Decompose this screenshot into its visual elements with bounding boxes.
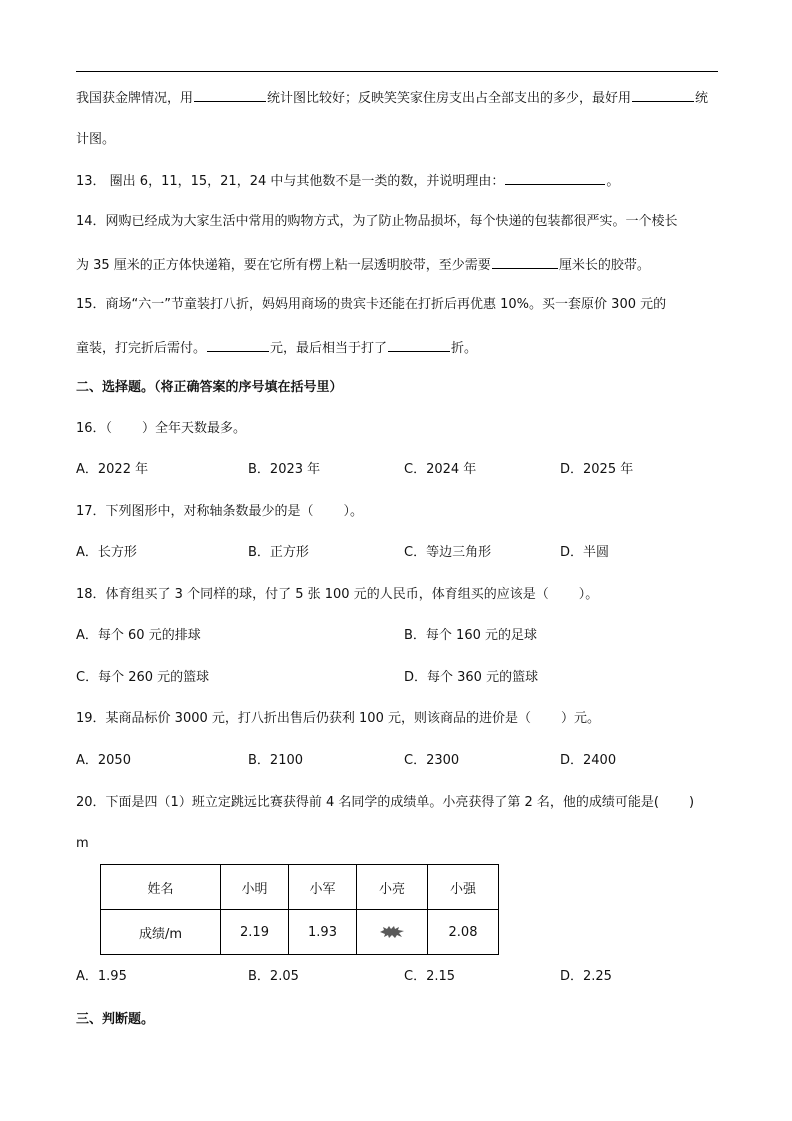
answer-blank[interactable] [505,171,605,185]
question-19: 19．某商品标价 3000 元，打八折出售后仍获利 100 元，则该商品的进价是（ ）元。 [76,711,600,726]
option-b[interactable]: B．2100 [248,753,304,768]
option-a[interactable]: A．2050 [76,753,131,768]
question-14-line1: 14．网购已经成为大家生活中常用的购物方式，为了防止物品损坏，每个快递的包装都很严实。一个棱长 [76,214,678,229]
section-3-title: 三、判断题。 [76,1012,155,1027]
answer-blank[interactable] [194,88,266,102]
option-a[interactable]: A．2022 年 [76,462,149,477]
option-d[interactable]: D．2.25 [560,969,612,984]
question-14-line2: 为 35 厘米的正方体快递箱，要在它所有楞上粘一层透明胶带，至少需要 厘米长的胶带。 [76,255,650,275]
table-cell: 1.93 [289,910,357,955]
answer-blank[interactable] [207,338,269,352]
table-cell: 2.19 [221,910,289,955]
question-18: 18．体育组买了 3 个同样的球，付了 5 张 100 元的人民币，体育组买的应该是（ ）。 [76,587,599,602]
table-cell: 小强 [428,865,499,910]
answer-blank[interactable] [492,255,558,269]
option-b[interactable]: B．2023 年 [248,462,321,477]
option-c[interactable]: C．等边三角形 [404,545,492,560]
option-c[interactable]: C．2300 [404,753,460,768]
option-c[interactable]: C．2024 年 [404,462,477,477]
table-cell-obscured [357,910,428,955]
question-15-line1: 15．商场“六一”节童装打八折，妈妈用商场的贵宾卡还能在打折后再优惠 10%。买一套原价 300 元的 [76,297,667,312]
option-c[interactable]: C．每个 260 元的篮球 [76,670,210,685]
option-a[interactable]: A．长方形 [76,545,137,560]
question-20-unit: m [76,836,89,851]
option-d[interactable]: D．2400 [560,753,617,768]
option-c[interactable]: C．2.15 [404,969,456,984]
header-rule [76,71,718,72]
option-a[interactable]: A．每个 60 元的排球 [76,628,201,643]
score-table [100,864,499,955]
option-d[interactable]: D．每个 360 元的篮球 [404,670,539,685]
section-2-title: 二、选择题。（将正确答案的序号填在括号里） [76,380,343,395]
question-13: 13． 圈出 6，11，15，21，24 中与其他数不是一类的数，并说明理由： 。 [76,171,619,191]
table-cell: 小亮 [357,865,428,910]
option-a[interactable]: A．1.95 [76,969,127,984]
option-d[interactable]: D．2025 年 [560,462,634,477]
table-cell: 小军 [289,865,357,910]
table-row [101,910,499,955]
question-17: 17．下列图形中，对称轴条数最少的是（ ）。 [76,504,364,519]
q12-line2: 计图。 [76,132,116,147]
table-cell: 小明 [221,865,289,910]
table-cell: 成绩/m [101,910,221,955]
answer-blank[interactable] [632,88,694,102]
question-20: 20．下面是四（1）班立定跳远比赛获得前 4 名同学的成绩单。小亮获得了第 2 名，他的成绩可能是( ) [76,795,695,810]
table-header-row [101,865,499,910]
option-b[interactable]: B．2.05 [248,969,299,984]
question-15-line2: 童装，打完折后需付。 元，最后相当于打了 折。 [76,338,477,358]
table-cell: 2.08 [428,910,499,955]
ink-blot-icon [379,925,405,939]
table-cell: 姓名 [101,865,221,910]
option-b[interactable]: B．每个 160 元的足球 [404,628,537,643]
answer-blank[interactable] [388,338,450,352]
question-16: 16．（ ）全年天数最多。 [76,421,247,436]
option-b[interactable]: B．正方形 [248,545,309,560]
option-d[interactable]: D．半圆 [560,545,610,560]
q12-line1: 我国获金牌情况，用 统计图比较好；反映笑笑家住房支出占全部支出的多少，最好用 统 [76,88,708,108]
